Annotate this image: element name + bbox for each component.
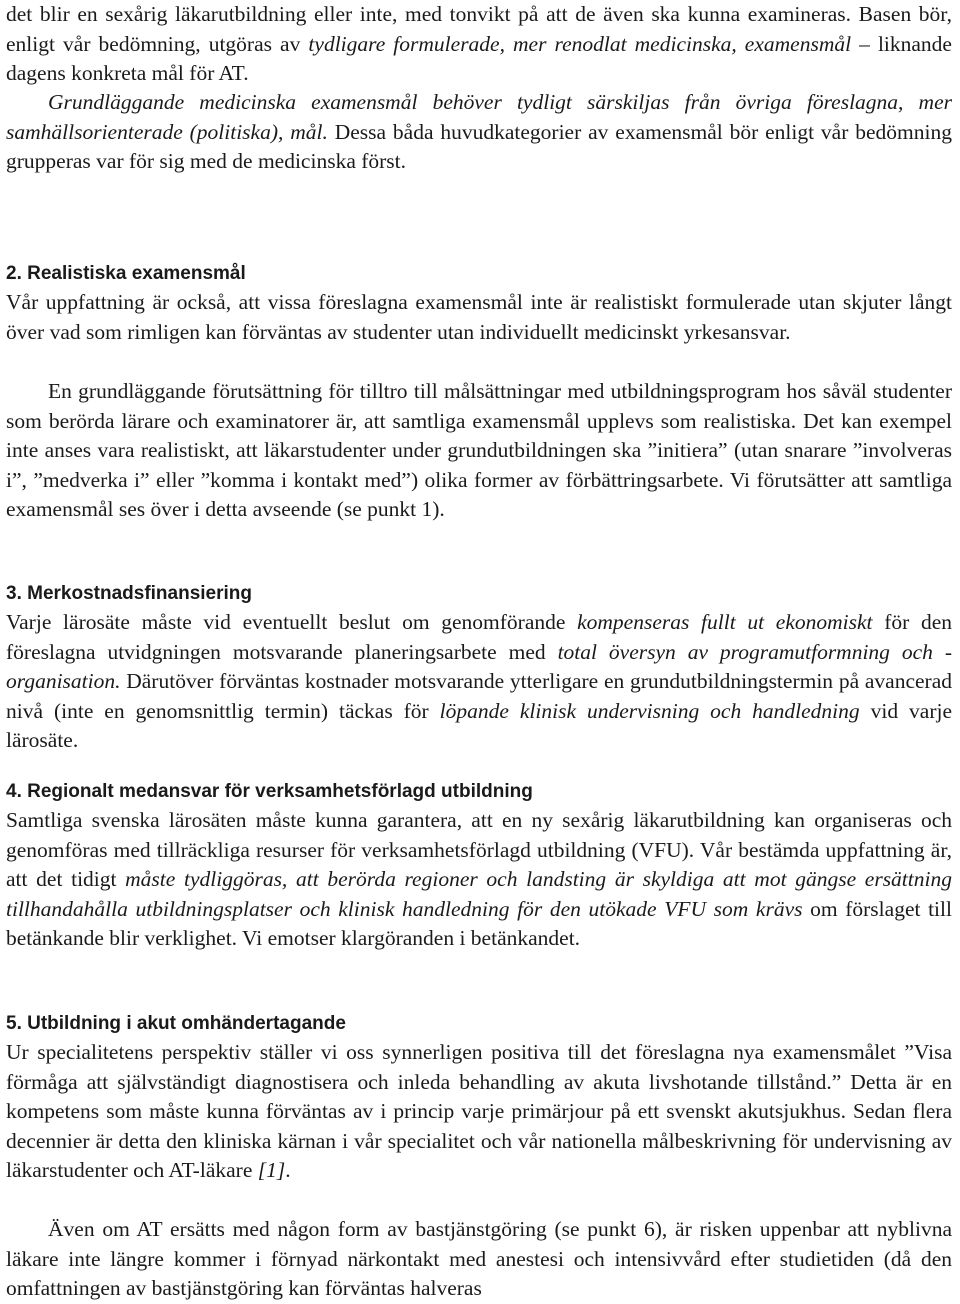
section-4-paragraph-1: Samtliga svenska lärosäten måste kunna garantera, att en ny sexårig läkarutbildning kan organiseras och genomföras med tillräckliga resurser för verksamhetsförlagd utbildning (VFU). Vår bestämda uppfattning är, att det tidigt måste tydliggöras, att berörda regioner och landsting är skyldiga att mot gängse ersättning tillhandahålla utbildningsplatser och klinisk handledning för den utökade VFU som krävs om förslaget till betänkande blir verklighet. Vi emotser klargöranden i betänkandet. (6, 808, 952, 950)
section-2-paragraph-1: Vår uppfattning är också, att vissa föreslagna examensmål inte är realistiskt formulerade utan skjuter långt över vad som rimligen kan förväntas av studenter utan individuellt medicinskt yrkesansvar. (6, 290, 952, 344)
emphasis-text: kompenseras fullt ut ekonomiskt (577, 610, 873, 634)
section-2-heading: 2. Realistiska examensmål (6, 263, 246, 284)
section-5-heading: 5. Utbildning i akut omhändertagande (6, 1013, 346, 1034)
emphasis-text: måste tydliggöras, att berörda regioner och landsting är skyldiga att mot gängse ersättning tillhandahålla utbildningsplatser och klinisk handledning för den utökade VFU som krävs (6, 867, 952, 921)
section-3-heading: 3. Merkostnadsfinansiering (6, 583, 253, 604)
section-5-paragraph-2: Även om AT ersätts med någon form av bastjänstgöring (se punkt 6), är risken uppenbar att nyblivna läkare inte längre kommer i förnyad närkontakt med anestesi och intensivvård efter studietiden (då den omfattningen av bastjänstgöring kan förväntas halveras (6, 1217, 952, 1300)
reference-link: [1] (257, 1158, 286, 1182)
emphasis-text: Grundläggande medicinska examensmål behöver tydligt särskiljas från övriga föreslagna, mer samhällsorienterade (politiska), mål. (6, 90, 952, 144)
intro-paragraph-2: Grundläggande medicinska examensmål behöver tydligt särskiljas från övriga föreslagna, mer samhällsorienterade (politiska), mål. Dessa båda huvudkategorier av examensmål bör enligt vår bedömning grupperas var för sig med de medicinska först. (6, 90, 952, 173)
emphasis-text: total översyn av programutformning och -organisation. (6, 639, 952, 693)
section-5-paragraph-1: Ur specialitetens perspektiv ställer vi oss synnerligen positiva till det föreslagna nya examensmålet ”Visa förmåga att självständigt diagnostisera och inleda behandling av akuta livshotande tillstånd.” Detta är en kompetens som måste kunna förväntas av i princip varje primärjour på ett svenskt akutsjukhus. Sedan flera decennier är detta den kliniska kärnan i vår specialitet och vår nationella målbeskrivning för undervisning av läkarstudenter och AT-läkare [1]. (6, 1040, 952, 1182)
section-4-heading: 4. Regionalt medansvar för verksamhetsförlagd utbildning (6, 781, 533, 802)
emphasis-text: tydligare formulerade, mer renodlat medicinska, examensmål (308, 31, 852, 56)
emphasis-text: löpande klinisk undervisning och handledning (439, 698, 860, 723)
section-2-paragraph-2: En grundläggande förutsättning för tilltro till målsättningar med utbildningsprogram hos såväl studenter som berörda lärare och examinatorer är, att samtliga examensmål upplevs som realistiska. Det kan exempel inte anses vara realistiskt, att läkarstudenter under grundutbildningen ska ”initiera” (utan snarare ”involveras i”, ”medverka i” eller ”komma i kontakt med”) olika former av förbättringsarbete. Vi förutsätter att samtliga examensmål ses över i detta avseende (se punkt 1). (6, 379, 952, 521)
intro-paragraph-1: det blir en sexårig läkarutbildning eller inte, med tonvikt på att de även ska kunna examineras. Basen bör, enligt vår bedömning, utgöras av tydligare formulerade, mer renodlat medicinska, examensmål – liknande dagens konkreta mål för AT. (6, 2, 952, 85)
section-3-paragraph-1: Varje lärosäte måste vid eventuellt beslut om genomförande kompenseras fullt ut ekonomiskt för den föreslagna utvidgningen motsvarande planeringsarbete med total översyn av programutformning och -organisation. Därutöver förväntas kostnader motsvarande ytterligare en grundutbildningstermin på avancerad nivå (inte en genomsnittlig termin) täckas för löpande klinisk undervisning och handledning vid varje lärosäte. (6, 610, 953, 752)
